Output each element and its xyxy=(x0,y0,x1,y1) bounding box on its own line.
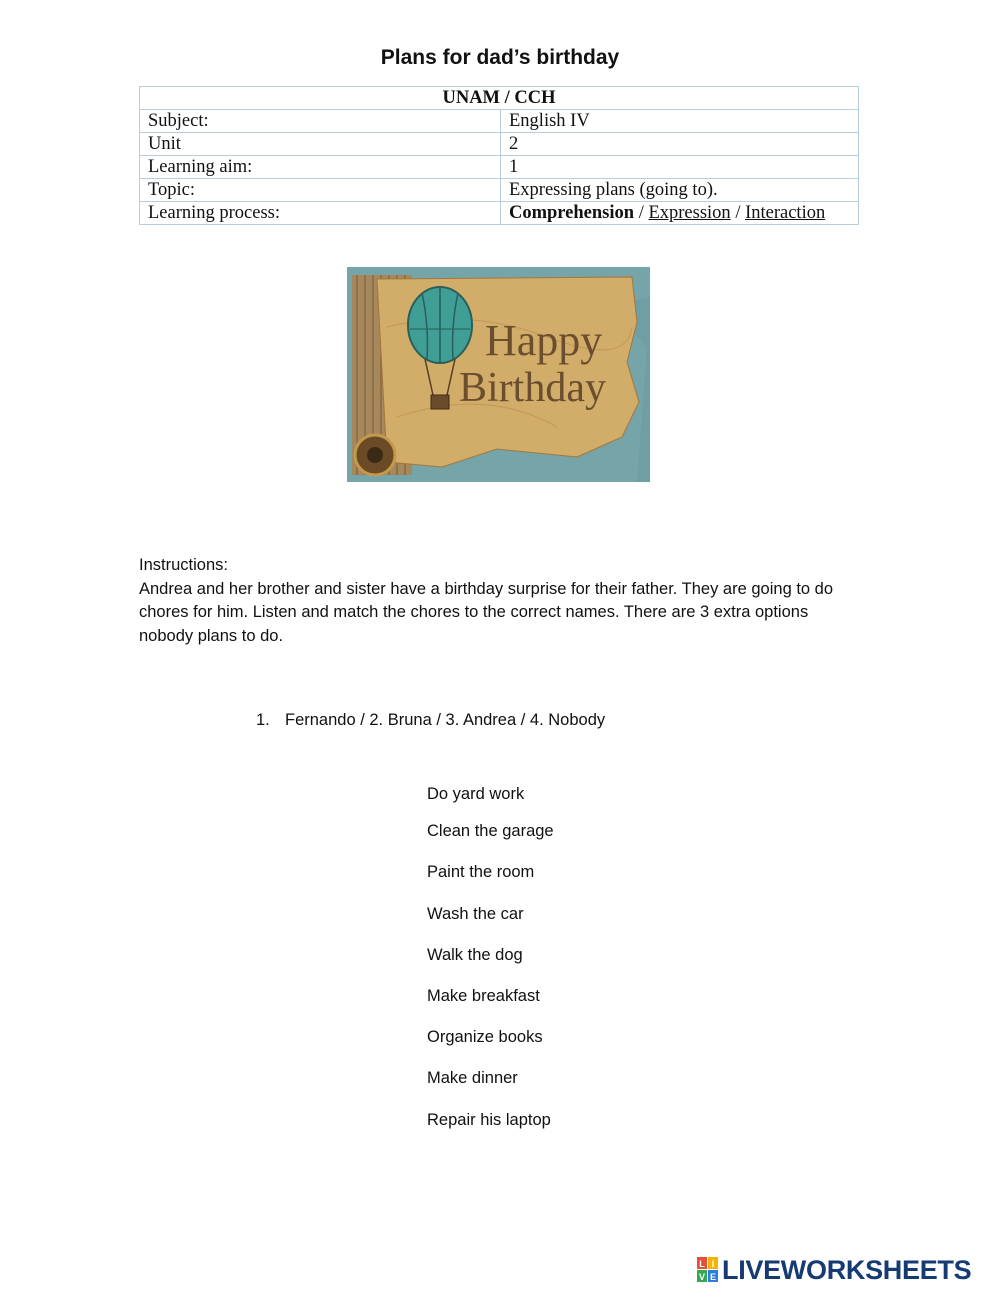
card-birthday-text: Birthday xyxy=(459,365,606,411)
table-row xyxy=(140,156,859,179)
row-value: English IV xyxy=(501,110,859,133)
row-value: Expressing plans (going to). xyxy=(501,179,859,202)
table-row xyxy=(140,110,859,133)
page-title: Plans for dad’s birthday xyxy=(380,46,620,69)
instructions-body: Andrea and her brother and sister have a birthday surprise for their father. They are going to do chores for him. Listen and match the chores to the correct names. There are 3 extra options nobody plans to do. xyxy=(139,579,834,645)
process-expression: Expression xyxy=(648,202,731,223)
names-text: Fernando / 2. Bruna / 3. Andrea / 4. Nobody xyxy=(285,711,606,729)
row-value xyxy=(501,202,859,225)
table-row xyxy=(140,179,859,202)
table-header-row xyxy=(140,87,859,110)
table-row xyxy=(140,133,859,156)
table-row xyxy=(140,202,859,225)
instructions-heading: Instructions: xyxy=(139,556,228,574)
chore-item: Paint the room xyxy=(427,863,535,881)
process-separator: / xyxy=(634,202,649,223)
liveworksheets-logo-icon xyxy=(697,1257,719,1283)
card-happy-text: Happy xyxy=(485,316,603,365)
chore-item: Walk the dog xyxy=(427,946,523,964)
svg-text:E: E xyxy=(709,1272,717,1282)
table-header: UNAM / CCH xyxy=(140,87,859,110)
row-label: Topic: xyxy=(140,179,501,202)
birthday-card-illustration xyxy=(347,267,650,482)
brand-name: LIVEWORKSHEETS xyxy=(722,1254,972,1285)
instructions xyxy=(139,554,864,648)
process-comprehension: Comprehension xyxy=(509,202,635,223)
info-table xyxy=(139,86,859,225)
svg-text:I: I xyxy=(711,1259,715,1269)
process-interaction: Interaction xyxy=(745,202,826,223)
chore-item: Repair his laptop xyxy=(427,1111,551,1129)
chore-item: Make breakfast xyxy=(427,987,540,1005)
names-list xyxy=(256,711,605,730)
chore-item: Organize books xyxy=(427,1028,543,1046)
process-separator: / xyxy=(730,202,746,223)
chore-item: Wash the car xyxy=(427,905,524,923)
birthday-card-image xyxy=(347,267,650,482)
row-label: Learning aim: xyxy=(140,156,501,179)
chore-item: Clean the garage xyxy=(427,822,554,840)
row-label: Unit xyxy=(140,133,501,156)
row-label: Learning process: xyxy=(140,202,501,225)
row-value: 1 xyxy=(501,156,859,179)
svg-text:V: V xyxy=(698,1272,706,1282)
liveworksheets-logo xyxy=(697,1255,971,1285)
list-number: 1. xyxy=(256,711,270,729)
svg-text:L: L xyxy=(699,1259,705,1269)
chore-item: Make dinner xyxy=(427,1069,518,1087)
row-value: 2 xyxy=(501,133,859,156)
row-label: Subject: xyxy=(140,110,501,133)
chore-item: Do yard work xyxy=(427,785,525,803)
